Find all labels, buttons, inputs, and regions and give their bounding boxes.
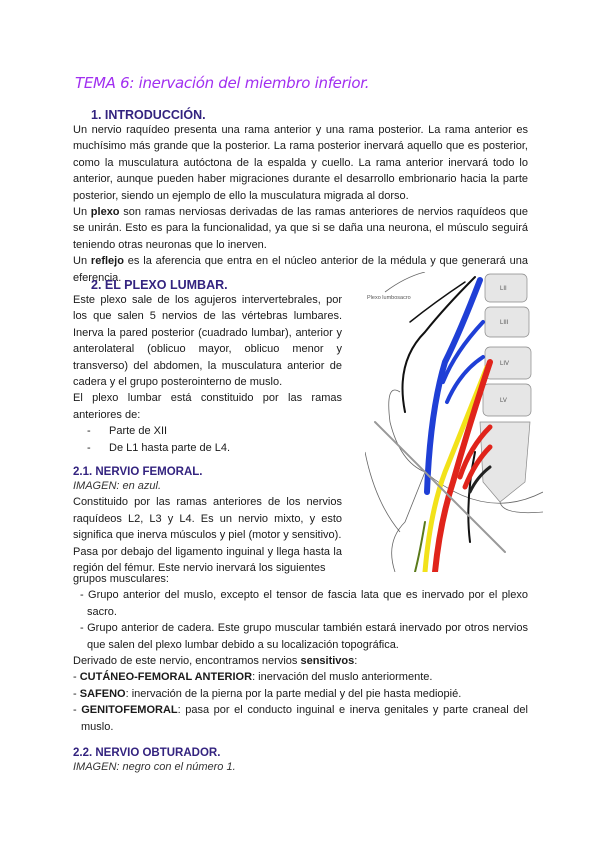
vertebra-label: LII — [500, 286, 507, 292]
section-femoral-continued — [73, 571, 528, 775]
text: es la aferencia que entra en el núcleo anterior de la médula y que generará una eferencia. — [73, 255, 528, 284]
heading-plexo-lumbar: 2. EL PLEXO LUMBAR. — [91, 278, 228, 292]
femoral-paragraph-1: Constituido por las ramas anteriores de los nervios raquídeos L2, L3 y L4. Es un nervio mixto, y esto significa que inerva músculos y piel (motor y sensitivo). — [73, 496, 342, 542]
sensitive-nerve-item: - CUTÁNEO-FEMORAL ANTERIOR: inervación del muslo anteriormente. — [73, 671, 433, 684]
lumbar-plexus-illustration — [365, 272, 543, 572]
text: son ramas nerviosas derivadas de las ramas anteriores de nervios raquídeos que se unirán. Esto es para la funcionalidad, ya que si se daña una neurona, el músculo seguirá teniendo otras neuronas que lo inerven. — [73, 206, 528, 251]
page-title: TEMA 6: inervación del miembro inferior. — [75, 74, 370, 92]
plexo-paragraph-1: Este plexo sale de los agujeros intervertebrales, por los que salen 5 nervios de las vértebras lumbares. Inerva la pared posterior (cuadrado lumbar), anterior y anterolateral (oblicuo mayor, oblicuo menor y transverso) del abdomen, la musculatura anterior de cadera y el grupo posterointerno de muslo. — [73, 294, 342, 389]
nerve-desc: : inervación de la pierna por la parte medial y del pie hasta mediopié. — [125, 687, 462, 700]
nerve-name: CUTÁNEO-FEMORAL ANTERIOR — [79, 671, 253, 684]
figure-caption: Plexo lumbosacro — [367, 295, 411, 301]
list-item: - Parte de XII — [87, 425, 168, 438]
image-note: IMAGEN: en azul. — [73, 480, 162, 493]
sensitive-nerve-item: - GENITOFEMORAL: pasa por el conducto inguinal e inerva genitales y parte craneal del muslo. — [73, 704, 528, 733]
nerve-desc: : inervación del muslo anteriormente. — [252, 671, 433, 684]
nerve-desc: : pasa por el conducto inguinal e inerva genitales y parte craneal del muslo. — [81, 704, 528, 733]
text: Un — [73, 206, 91, 219]
section-introduccion — [73, 108, 528, 286]
text: Derivado de este nervio, encontramos nervios — [73, 655, 301, 668]
term-sensitivos: sensitivos — [300, 655, 355, 668]
vertebra-label: LV — [500, 398, 507, 404]
term-reflejo: reflejo — [90, 255, 124, 268]
heading-introduccion: 1. INTRODUCCIÓN. — [91, 108, 206, 122]
femoral-paragraph-2-end: grupos musculares: — [73, 573, 169, 585]
list-item: - De L1 hasta parte de L4. — [87, 441, 231, 454]
femoral-paragraph-2: Pasa por debajo del ligamento inguinal y llega hasta la región del fémur. Este nervio inervará los siguientes — [73, 545, 342, 575]
term-plexo: plexo — [90, 206, 120, 219]
heading-nervio-obturador: 2.2. NERVIO OBTURADOR. — [73, 747, 221, 760]
image-note: IMAGEN: negro con el número 1. — [73, 761, 236, 774]
vertebra-label: LIV — [500, 361, 510, 367]
muscle-group-item: - Grupo anterior del muslo, excepto el tensor de fascia lata que es inervado por el plexo sacro. — [80, 589, 528, 618]
vertebra-label: LIII — [500, 320, 509, 326]
nerve-name: GENITOFEMORAL — [81, 704, 178, 717]
derived-paragraph — [73, 653, 528, 669]
plexo-paragraph-2: El plexo lumbar está constituido por las ramas anteriores de: — [73, 392, 342, 421]
intro-paragraph-2 — [73, 204, 528, 253]
heading-nervio-femoral: 2.1. NERVIO FEMORAL. — [73, 466, 203, 479]
text: Un — [73, 255, 91, 268]
intro-paragraph-1: Un nervio raquídeo presenta una rama anterior y una rama posterior. La rama anterior es muchísimo más grande que la posterior. La rama posterior inervará aquello que es posterior, como la musculatura autóctona de la espalda y cuello. La rama anterior inervará todo lo anterior, aunque pueden haber migraciones durante el desarrollo embrionario hacia la parte posterior, siendo un ejemplo de ello la musculatura migrada al dorso. — [73, 124, 528, 202]
sensitive-nerve-item: - SAFENO: inervación de la pierna por la parte medial y del pie hasta mediopié. — [73, 687, 462, 700]
section-plexo-lumbar — [73, 278, 342, 577]
nerve-name: SAFENO — [79, 687, 126, 700]
muscle-group-item: - Grupo anterior de cadera. Este grupo muscular también estará inervado por otros nervios que salen del plexo lumbar debido a su localización topográfica. — [80, 622, 528, 651]
text: : — [354, 655, 358, 668]
